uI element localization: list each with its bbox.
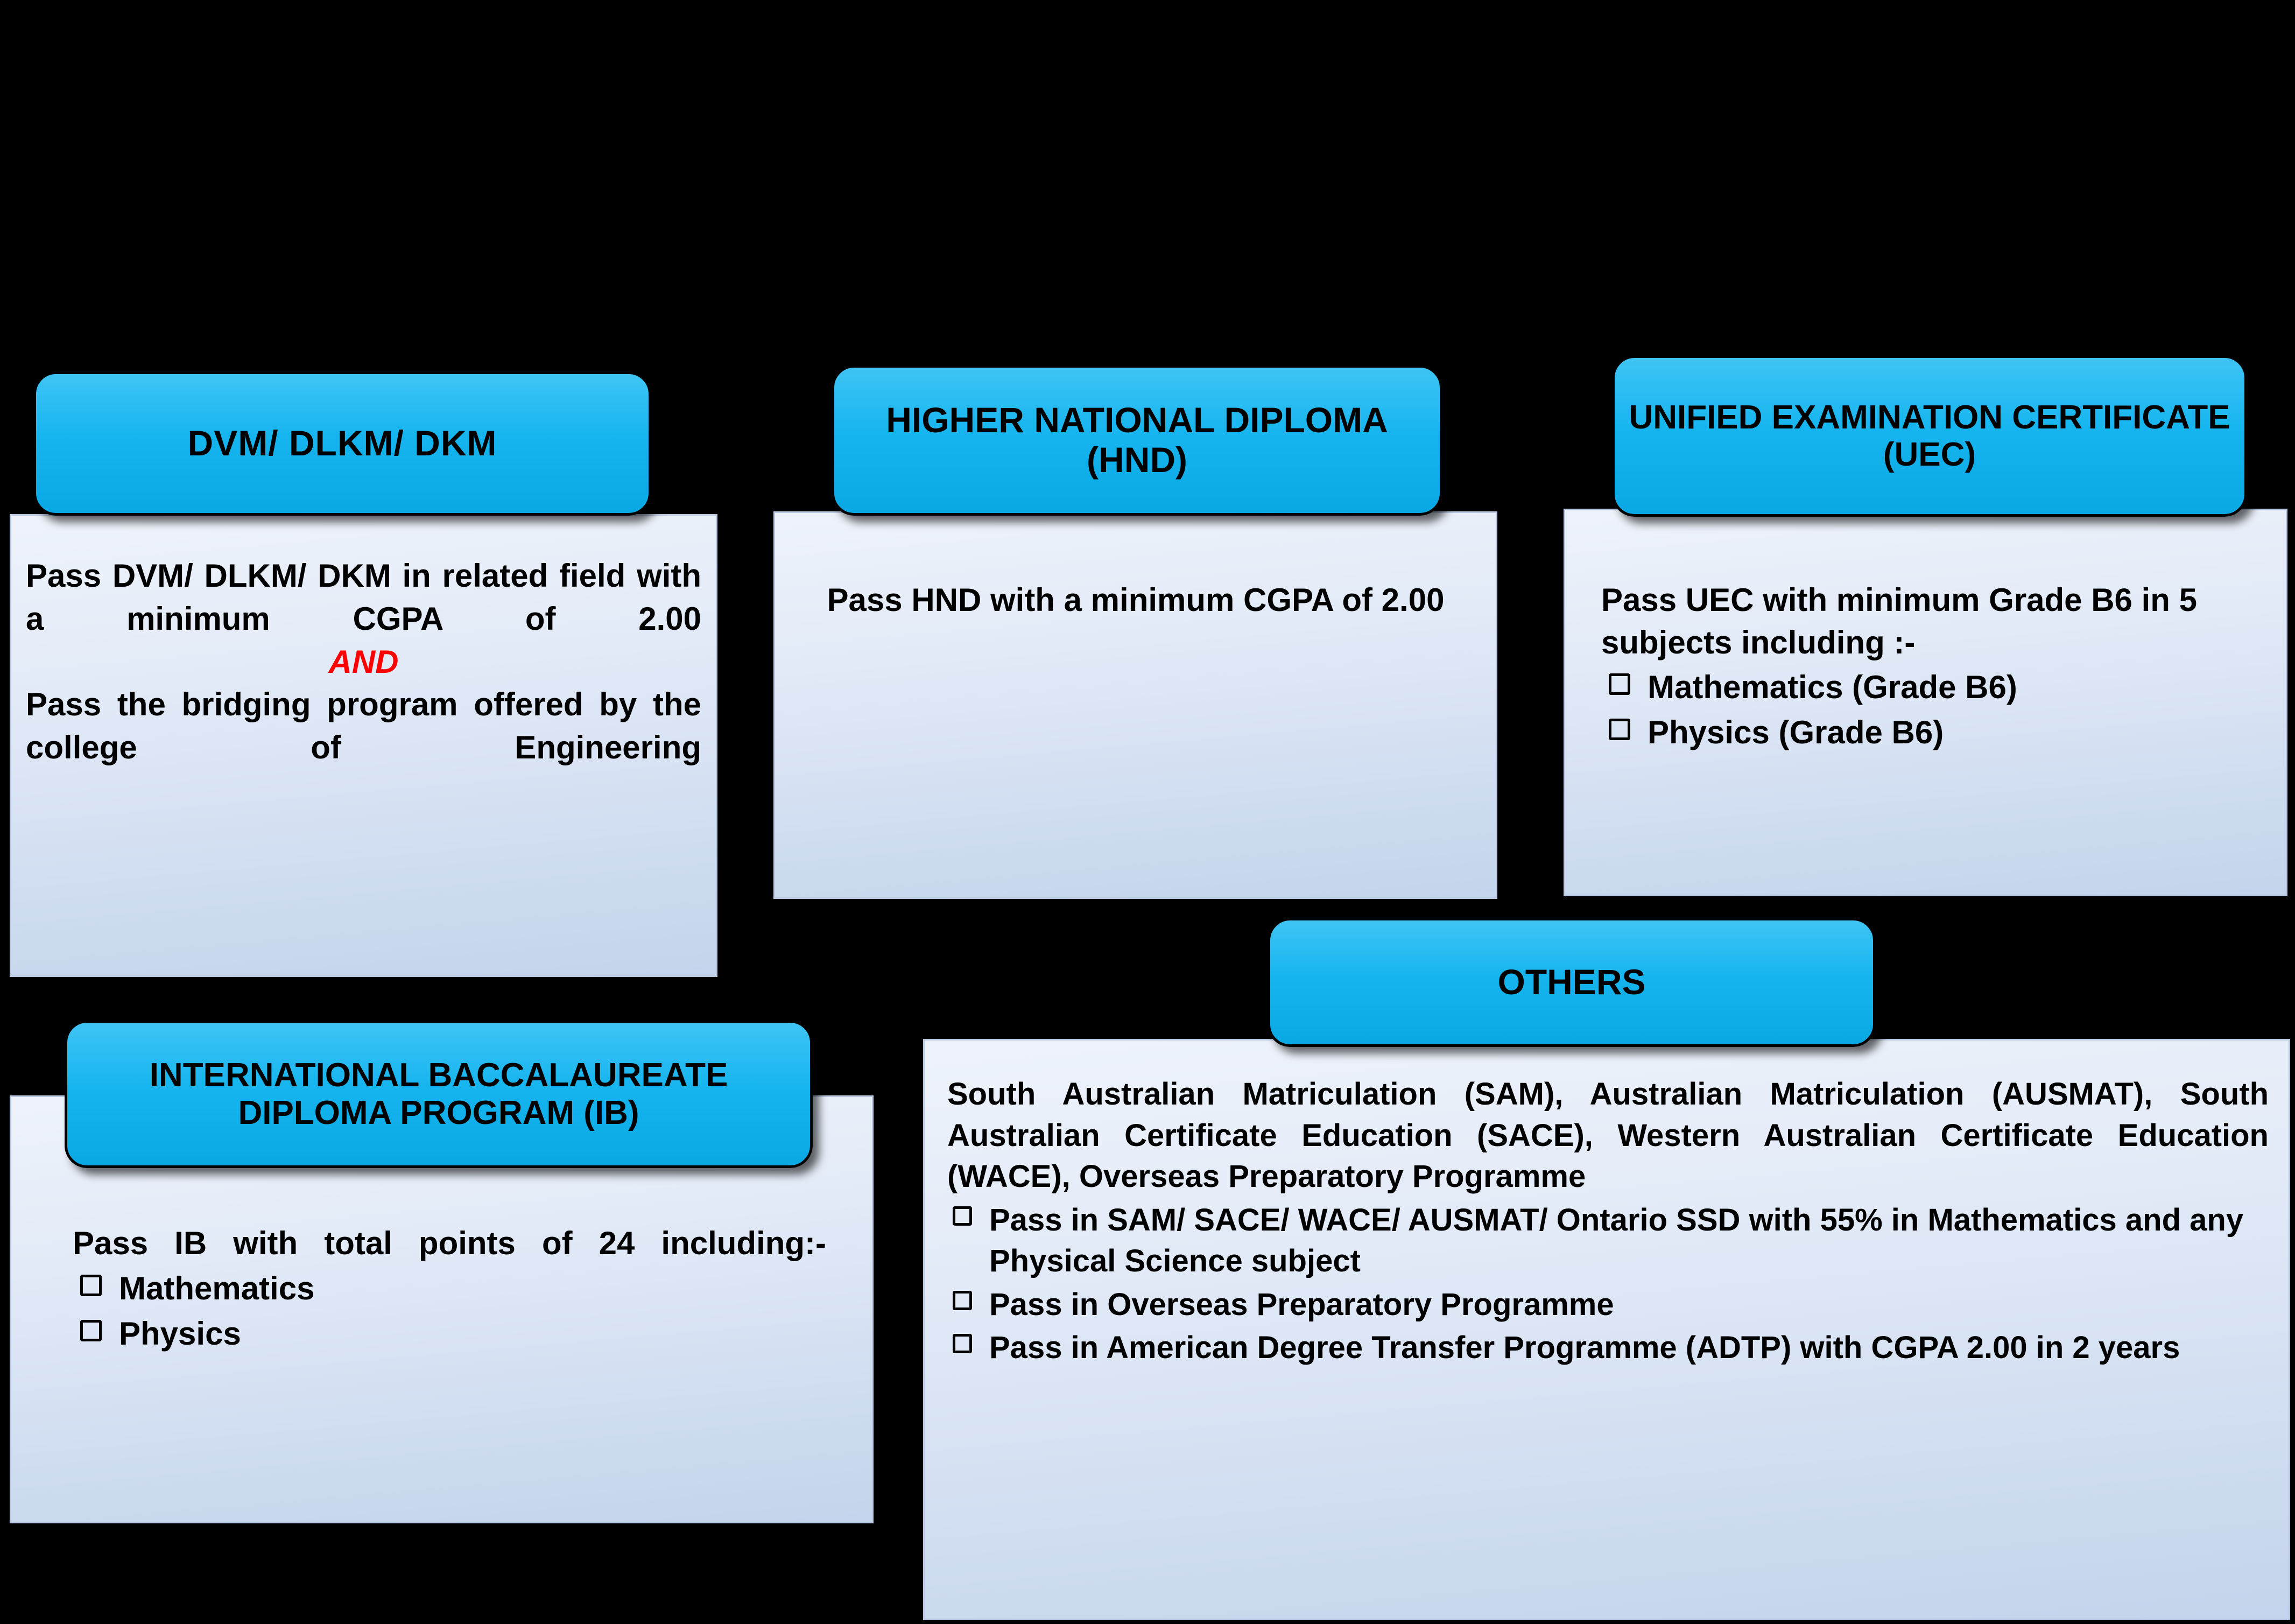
- list-item: [947, 1200, 2269, 1282]
- uec-line1: Pass UEC with minimum Grade B6 in 5 subjects including :-: [1601, 582, 2197, 661]
- list-item: [947, 1284, 2269, 1326]
- others-item-label: Pass in SAM/ SACE/ WACE/ AUSMAT/ Ontario SSD with 55% in Mathematics and any Physical Science subject: [989, 1202, 2244, 1279]
- others-item-label: Pass in Overseas Preparatory Programme: [989, 1286, 1614, 1322]
- list-item: [73, 1312, 826, 1355]
- checkbox-icon: [1609, 673, 1630, 695]
- card-uec-header[interactable]: [1612, 355, 2247, 517]
- card-others-header-label: OTHERS: [1497, 962, 1646, 1002]
- others-item-list: [947, 1200, 2269, 1369]
- ib-item-label: Physics: [119, 1315, 241, 1352]
- checkbox-icon: [1609, 719, 1630, 740]
- checkbox-icon: [80, 1320, 102, 1341]
- uec-item-label: Physics (Grade B6): [1648, 714, 1944, 750]
- others-item-label: Pass in American Degree Transfer Programme (ADTP) with CGPA 2.00 in 2 years: [989, 1330, 2180, 1366]
- dvm-connector-and: AND: [328, 643, 399, 680]
- list-item: [1601, 711, 2277, 754]
- card-dvm-header-label: DVM/ DLKM/ DKM: [187, 423, 497, 463]
- checkbox-icon: [80, 1275, 102, 1296]
- checkbox-icon: [953, 1291, 972, 1310]
- ib-item-list: [73, 1267, 826, 1355]
- hnd-line1: Pass HND with a minimum CGPA of 2.00: [827, 582, 1445, 618]
- card-hnd-header[interactable]: [832, 365, 1442, 516]
- card-hnd-header-label: HIGHER NATIONAL DIPLOMA (HND): [886, 400, 1388, 480]
- card-uec-content: [1601, 579, 2277, 756]
- card-dvm-header[interactable]: [33, 371, 651, 516]
- card-ib-header-label: INTERNATIONAL BACCALAUREATE DIPLOMA PROGRAM (IB): [149, 1057, 728, 1131]
- card-others-header[interactable]: [1268, 918, 1876, 1047]
- card-hnd-body-panel: [773, 511, 1497, 899]
- checkbox-icon: [953, 1206, 972, 1226]
- list-item: [947, 1327, 2269, 1369]
- list-item: [1601, 666, 2277, 708]
- uec-item-label: Mathematics (Grade B6): [1648, 669, 2017, 706]
- list-item: [73, 1267, 826, 1310]
- card-uec-header-label: UNIFIED EXAMINATION CERTIFICATE (UEC): [1629, 398, 2230, 473]
- card-hnd-content: [802, 579, 1469, 622]
- ib-item-label: Mathematics: [119, 1270, 315, 1306]
- card-dvm-content: [26, 554, 701, 769]
- others-line1: South Australian Matriculation (SAM), Australian Matriculation (AUSMAT), South Australian Certificate Education (SACE), Western Australian Certificate Education (WACE), Overseas Preparatory Programme: [947, 1077, 2269, 1194]
- dvm-line2: Pass the bridging program offered by the college of Engineering: [26, 686, 701, 766]
- card-ib-content: [73, 1222, 826, 1357]
- card-ib-header[interactable]: [65, 1020, 813, 1168]
- checkbox-icon: [953, 1334, 972, 1353]
- uec-item-list: [1601, 666, 2277, 753]
- dvm-line1: Pass DVM/ DLKM/ DKM in related field with a minimum CGPA of 2.00: [26, 558, 701, 637]
- ib-line1: Pass IB with total points of 24 including:-: [73, 1225, 826, 1261]
- card-others-content: [947, 1074, 2269, 1371]
